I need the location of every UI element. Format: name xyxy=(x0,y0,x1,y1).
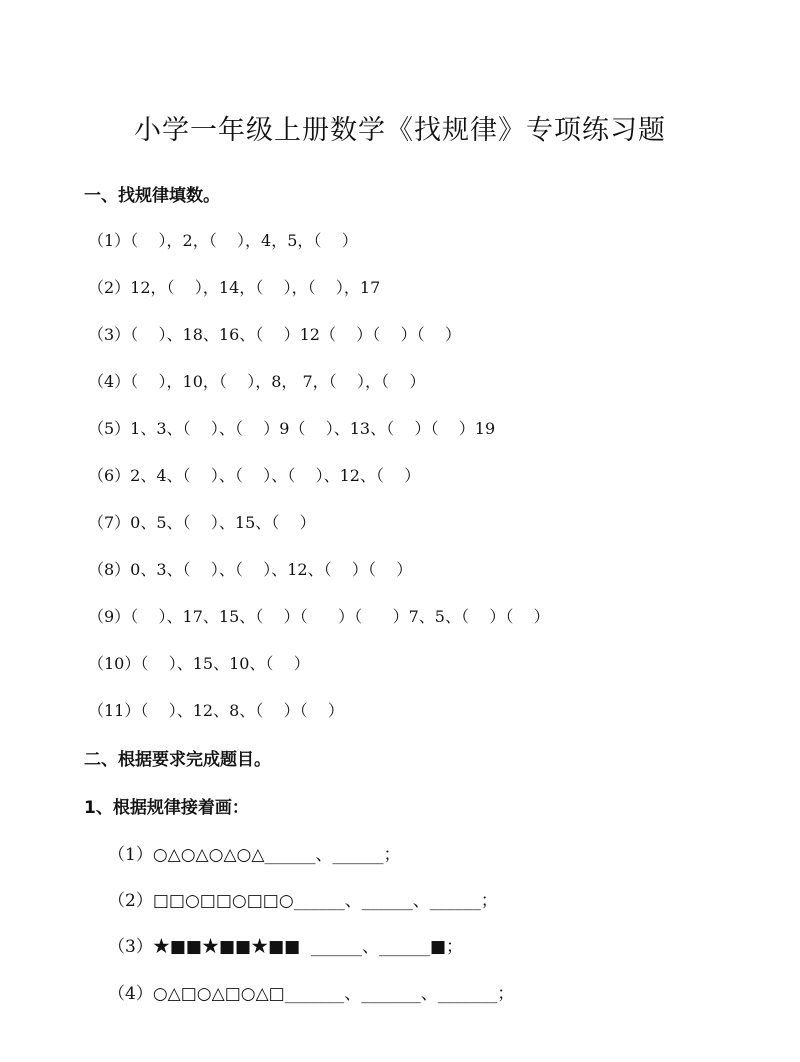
shape-question-4: （4）○△□○△□○△□_______、_______、_______； xyxy=(108,984,515,1004)
question-item-1: （1）（ ），2，（ ），4，5，（ ） xyxy=(88,231,358,250)
page-title: 小学一年级上册数学《找规律》专项练习题 xyxy=(134,115,666,146)
subsection-heading-draw: 1、根据规律接着画： xyxy=(84,798,249,818)
shape-question-2: （2）□□○□□○□□○______、______、______； xyxy=(108,891,498,911)
shape-question-3: （3）★■■★■■★■■ ______、______■； xyxy=(108,937,464,957)
question-item-2: （2）12，（ ），14，（ ），（ ），17 xyxy=(88,278,381,297)
question-item-5: （5）1、3、（ ）、（ ）9（ ）、13、（ ）（ ）19 xyxy=(88,419,496,438)
question-item-7: （7）0、5、（ ）、15、（ ） xyxy=(88,513,316,532)
question-item-11: （11）（ ）、12、8、（ ）（ ） xyxy=(88,701,344,720)
question-item-10: （10）（ ）、15、10、（ ） xyxy=(88,654,310,673)
section-heading-fill-numbers: 一、找规律填数。 xyxy=(84,186,220,206)
shape-question-1: （1）○△○△○△○△______、______； xyxy=(108,845,401,865)
question-item-4: （4）（ ），10，（ ），8， 7，（ ），（ ） xyxy=(88,372,426,391)
question-item-9: （9）（ ）、17、15、（ ）（ ）（ ）7、5、（ ）（ ） xyxy=(88,607,550,626)
question-item-8: （8）0、3、（ ）、（ ）、12、（ ）（ ） xyxy=(88,560,413,579)
question-item-6: （6）2、4、（ ）、（ ）、（ ）、12、（ ） xyxy=(88,466,421,485)
section-heading-tasks: 二、根据要求完成题目。 xyxy=(84,750,271,770)
question-item-3: （3）（ ）、18、16、（ ）12（ ）（ ）（ ） xyxy=(88,325,461,344)
